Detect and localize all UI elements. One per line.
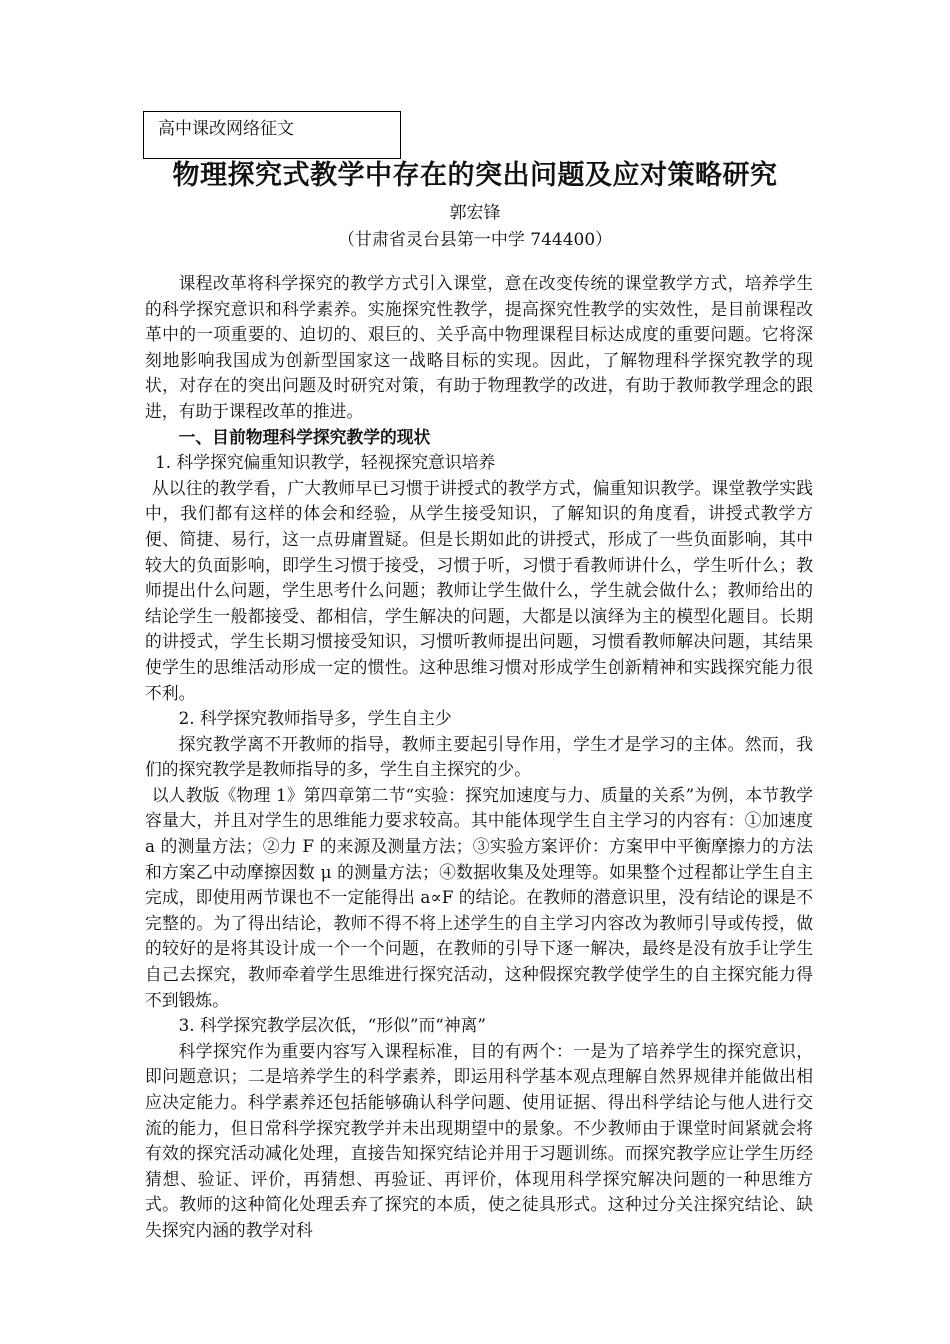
author-name: 郭宏锋 <box>449 203 501 223</box>
subheading-2: 2. 科学探究教师指导多，学生自主少 <box>178 708 452 729</box>
essay-category-label: 高中课改网络征文 <box>143 111 401 159</box>
paragraph-3: 科学探究作为重要内容写入课程标准，目的有两个：一是为了培养学生的探究意识，即问题意识；二是培养学生的科学素养，即运用科学基本观点理解自然界规律并能做出相应决定能力。科学素养还包括能够确认科学问题、使用证据、得出科学结论与他人进行交流的能力，但日常科学探究教学并未出现期望中的景象。不少教师由于课堂时间紧就会将有效的探究活动减化处理，直接告知探究结论并用于习题训练。而探究教学应让学生历经猜想、验证、评价，再猜想、再验证、再评价，体现用科学探究解决问题的一种思维方式。教师的这种简化处理丢弃了探究的本质，使之徒具形式。这种过分关注探究结论、缺失探究内涵的教学对科 <box>145 1040 813 1240</box>
paragraph-2b: 以人教版《物理 1》第四章第二节“实验：探究加速度与力、质量的关系”为例，本节教学容量大，并且对学生的思维能力要求较高。其中能体现学生自主学习的内容有：①加速度 a 的测量方法；②力 F 的来源及测量方法；③实验方案评价：方案甲中平衡摩擦力的方法和方案乙中动摩擦因数 μ 的测量方法；④数据收集及处理等。如果整个过程都让学生自主完成，即使用两节课也不一定能得出 a∝F 的结论。在教师的潜意识里，没有结论的课是不完整的。为了得出结论，教师不得不将上述学生的自主学习内容改为教师引导或传授，做的较好的是将其设计成一个一个问题，在教师的引导下逐一解决，最终是没有放手让学生自己去探究，教师牵着学生思维进行探究活动，这种假探究教学使学生的自主探究能力得不到锻炼。 <box>145 784 813 1010</box>
author-affiliation: （甘肃省灵台县第一中学 744400） <box>337 230 613 250</box>
subheading-1: 1. 科学探究偏重知识教学，轻视探究意识培养 <box>155 452 496 473</box>
intro-paragraph: 课程改革将科学探究的教学方式引入课堂，意在改变传统的课堂教学方式，培养学生的科学探究意识和科学素养。实施探究性教学，提高探究性教学的实效性，是目前课程改革中的一项重要的、迫切的、艰巨的、关乎高中物理课程目标达成度的重要问题。它将深刻地影响我国成为创新型国家这一战略目标的实现。因此，了解物理科学探究教学的现状，对存在的突出问题及时研究对策，有助于物理教学的改进，有助于教师教学理念的跟进，有助于课程改革的推进。 <box>145 273 813 421</box>
article-body <box>145 271 813 1244</box>
article-title: 物理探究式教学中存在的突出问题及应对策略研究 <box>172 160 778 191</box>
section-heading-1: 一、目前物理科学探究教学的现状 <box>178 426 431 447</box>
paragraph-2a: 探究教学离不开教师的指导，教师主要起引导作用，学生才是学习的主体。然而，我们的探究教学是教师指导的多，学生自主探究的少。 <box>145 733 813 780</box>
subheading-3: 3. 科学探究教学层次低，“形似”而“神离” <box>178 1015 486 1036</box>
paragraph-1: 从以往的教学看，广大教师早已习惯于讲授式的教学方式，偏重知识教学。课堂教学实践中，我们都有这样的体会和经验，从学生接受知识，了解知识的角度看，讲授式教学方便、简捷、易行，这一点毋庸置疑。但是长期如此的讲授式，形成了一些负面影响，其中较大的负面影响，即学生习惯于接受，习惯于听，习惯于看教师讲什么，学生听什么；教师提出什么问题，学生思考什么问题；教师让学生做什么，学生就会做什么；教师给出的结论学生一般都接受、都相信，学生解决的问题，大都是以演绎为主的模型化题目。长期的讲授式，学生长期习惯接受知识，习惯听教师提出问题，习惯看教师解决问题，其结果使学生的思维活动形成一定的惯性。这种思维习惯对形成学生创新精神和实践探究能力很不利。 <box>145 477 813 703</box>
